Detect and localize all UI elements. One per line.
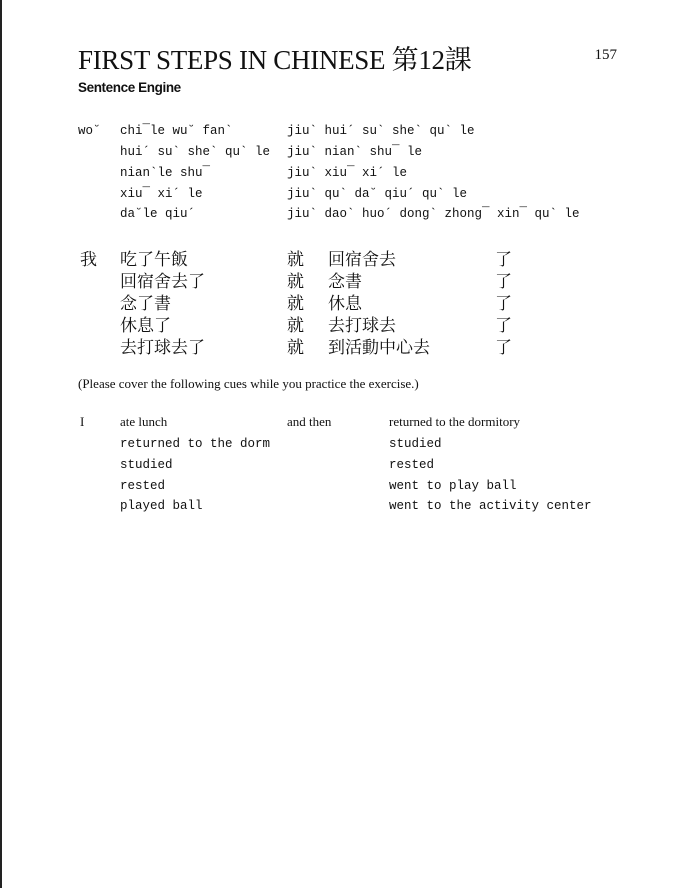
english-second-clause: went to the activity center [389,499,592,513]
character-jiu: 就 [287,272,304,292]
pinyin-first-clause: hui´ su` she` qu` le [120,145,271,159]
english-second-clause: went to play ball [389,479,517,493]
pinyin-second-clause: jiu` nian` shu¯ le [287,145,423,159]
pinyin-first-clause: chi¯le wu˘ fan` [120,124,233,138]
character-le: 了 [495,272,512,292]
page-header [78,38,623,75]
section-heading: Sentence Engine [78,80,181,95]
pinyin-first-clause: nian`le shu¯ [120,166,211,180]
english-first-clause: ate lunch [120,414,168,429]
character-first-clause: 休息了 [120,316,171,336]
character-second-clause: 回宿舍去 [328,250,396,270]
pinyin-first-clause: xiu¯ xi´ le [120,187,203,201]
english-first-clause: returned to the dorm [120,437,271,451]
character-le: 了 [495,316,512,336]
english-second-clause: returned to the dormitory [389,414,521,429]
character-le: 了 [495,294,512,314]
character-jiu: 就 [287,338,304,358]
character-first-clause: 回宿舍去了 [120,272,205,292]
english-first-clause: played ball [120,499,203,513]
character-jiu: 就 [287,316,304,336]
english-and-then: and then [287,414,332,429]
character-second-clause: 休息 [328,294,362,314]
pinyin-first-clause: da˘le qiu´ [120,207,196,221]
character-le: 了 [495,250,512,270]
character-second-clause: 到活動中心去 [328,338,430,358]
character-subject: 我 [80,250,97,270]
pinyin-second-clause: jiu` hui´ su` she` qu` le [287,124,475,138]
page-edge-rule [0,0,2,888]
instruction-note: (Please cover the following cues while you practice the exercise.) [78,376,419,391]
character-second-clause: 去打球去 [328,316,396,336]
pinyin-second-clause: jiu` xiu¯ xi´ le [287,166,408,180]
character-second-clause: 念書 [328,272,362,292]
character-first-clause: 吃了午飯 [120,250,188,270]
pinyin-subject: wo˘ [78,124,101,138]
character-first-clause: 念了書 [120,294,171,314]
english-second-clause: rested [389,458,435,472]
pinyin-second-clause: jiu` dao` huo´ dong` zhong¯ xin¯ qu` le [287,207,580,221]
character-le: 了 [495,338,512,358]
english-first-clause: rested [120,479,166,493]
pinyin-second-clause: jiu` qu` da˘ qiu´ qu` le [287,187,468,201]
character-first-clause: 去打球去了 [120,338,205,358]
character-jiu: 就 [287,294,304,314]
page-number: 157 [594,47,617,63]
page-title: FIRST STEPS IN CHINESE 第12課 [78,45,472,75]
character-jiu: 就 [287,250,304,270]
english-second-clause: studied [389,437,442,451]
english-first-clause: studied [120,458,173,472]
english-subject: I [80,414,85,429]
